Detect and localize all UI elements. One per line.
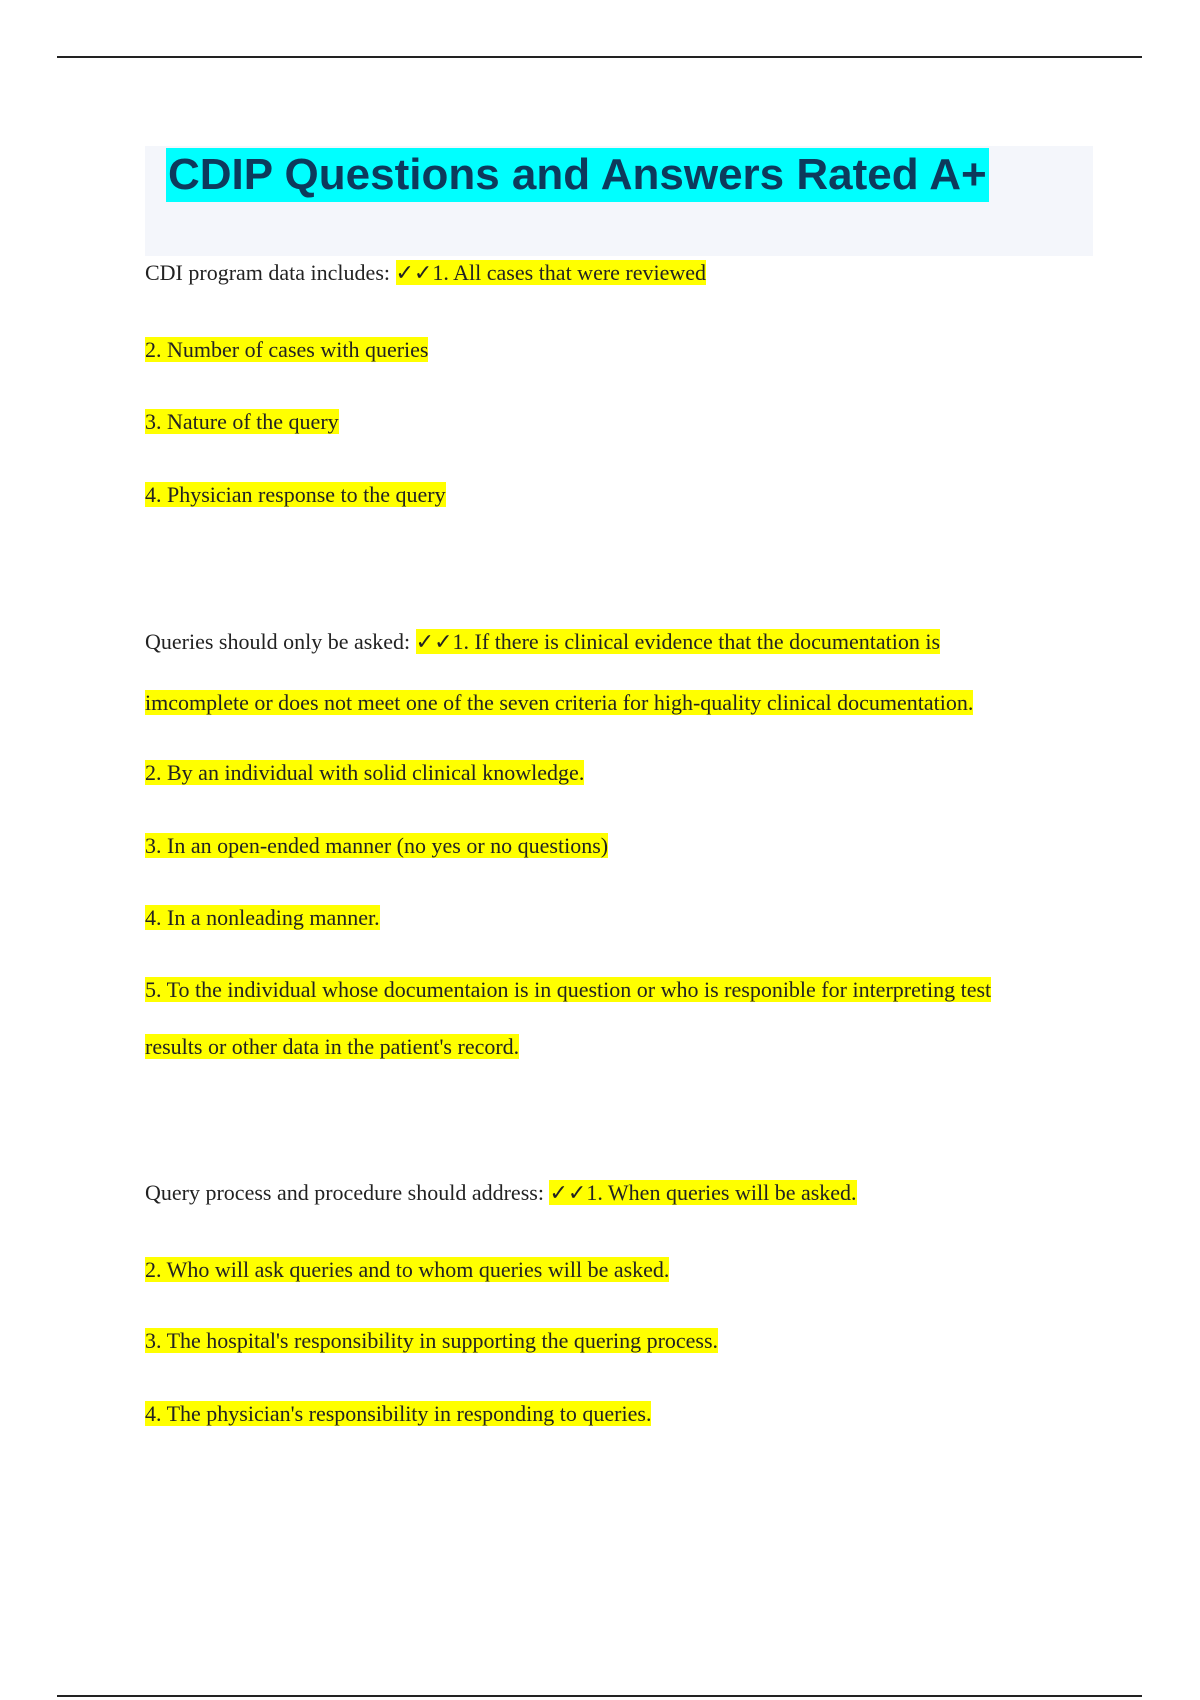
answer-text: 1. When queries will be asked. [586,1180,857,1205]
question-text: Query process and procedure should address: [145,1180,544,1205]
document-title: CDIP Questions and Answers Rated A+ [166,148,989,202]
answer-text: 3. The hospital's responsibility in supporting the quering process. [145,1328,719,1353]
answer-line [145,407,339,437]
answer-line [145,1255,669,1285]
question-text: CDI program data includes: [145,260,390,285]
answer-line [145,831,608,861]
answer-line [145,480,446,510]
answer-line [145,1032,519,1062]
top-rule [57,56,1142,58]
answer-text: 2. Who will ask queries and to whom queries will be asked. [145,1257,670,1282]
answer-text: 3. Nature of the query [145,409,339,434]
answer-highlight [549,1180,856,1205]
question-text: Queries should only be asked: [145,629,411,654]
question-line [145,627,940,658]
answer-text: 5. To the individual whose documentaion is in question or who is responible for interpreting test [145,977,992,1002]
answer-text: 1. If there is clinical evidence that the documentation is [452,629,941,654]
answer-line [145,335,428,365]
bottom-rule [57,1695,1142,1697]
question-line [145,1178,857,1209]
answer-text: 2. By an individual with solid clinical knowledge. [145,760,585,785]
answer-text: results or other data in the patient's record. [145,1034,520,1059]
checkmark-icon: ✓✓ [395,261,433,286]
answer-line [145,688,973,718]
answer-line [145,758,584,788]
checkmark-icon: ✓✓ [549,1181,587,1206]
answer-line [145,1399,651,1429]
answer-text: 2. Number of cases with queries [145,337,429,362]
answer-text: 4. Physician response to the query [145,482,446,507]
answer-text: imcomplete or does not meet one of the seven criteria for high-quality clinical documentation. [145,690,974,715]
question-line [145,258,706,289]
answer-text: 1. All cases that were reviewed [432,260,707,285]
checkmark-icon: ✓✓ [415,630,453,655]
answer-line [145,903,380,933]
answer-line [145,975,991,1005]
answer-highlight [396,260,707,285]
answer-text: 3. In an open-ended manner (no yes or no questions) [145,833,609,858]
answer-highlight [416,629,940,654]
answer-line [145,1326,718,1356]
answer-text: 4. The physician's responsibility in responding to queries. [145,1401,652,1426]
answer-text: 4. In a nonleading manner. [145,905,380,930]
